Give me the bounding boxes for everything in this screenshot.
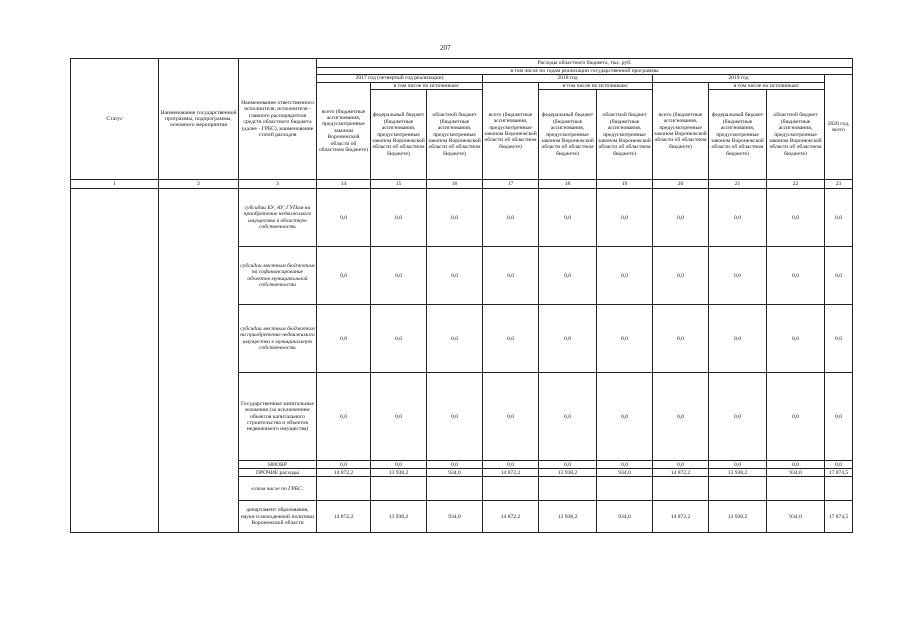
- value-cell: 0,0: [653, 373, 709, 461]
- value-cell: 0,0: [825, 247, 853, 305]
- program-cell: [159, 189, 239, 533]
- value-cell: 0,0: [767, 373, 825, 461]
- value-cell: 0,0: [767, 189, 825, 247]
- column-number: 19: [597, 180, 653, 189]
- value-cell: 0,0: [483, 247, 539, 305]
- value-cell: 0,0: [709, 247, 767, 305]
- column-number: 21: [709, 180, 767, 189]
- value-cell: 934,0: [427, 469, 483, 477]
- header-2017-sources: в том числе по источникам:: [371, 82, 483, 89]
- value-cell: 14 872,2: [483, 501, 539, 533]
- value-cell: 0,0: [597, 305, 653, 373]
- value-cell: 14 872,2: [317, 469, 371, 477]
- value-cell: 0,0: [825, 305, 853, 373]
- value-cell: [653, 477, 709, 501]
- column-number: 22: [767, 180, 825, 189]
- value-cell: 0,0: [597, 461, 653, 469]
- value-cell: [539, 477, 597, 501]
- header-2019-total: всего (бюджетные ассигнования, предусмотренные законом Воронежской области об областном бюджете): [653, 82, 709, 179]
- row-label: в том числе по ГРБС:: [239, 477, 317, 501]
- row-label: ПРОЧИЕ расходы: [239, 469, 317, 477]
- column-number-row: [71, 180, 853, 189]
- column-number: 20: [653, 180, 709, 189]
- value-cell: 17 874,5: [825, 501, 853, 533]
- column-number: 1: [71, 180, 159, 189]
- header-2019-sources: в том числе по источникам:: [709, 82, 825, 89]
- value-cell: 13 938,2: [709, 469, 767, 477]
- value-cell: [317, 477, 371, 501]
- value-cell: 0,0: [653, 189, 709, 247]
- value-cell: 13 938,2: [539, 469, 597, 477]
- row-label: субсидии местным бюджетам на приобретение недвижимого имущества в муниципальную собственность: [239, 305, 317, 373]
- value-cell: 0,0: [825, 461, 853, 469]
- header-2018-sources: в том числе по источникам:: [539, 82, 653, 89]
- value-cell: 0,0: [371, 373, 427, 461]
- header-2017-federal: федеральный бюджет (бюджетные ассигнования, предусмотренные законом Воронежской области об областном бюджете): [371, 90, 427, 180]
- value-cell: 0,0: [539, 461, 597, 469]
- row-label: НИОКР: [239, 461, 317, 469]
- value-cell: 0,0: [317, 305, 371, 373]
- value-cell: 13 938,2: [709, 501, 767, 533]
- value-cell: 0,0: [597, 247, 653, 305]
- value-cell: 0,0: [539, 305, 597, 373]
- header-2019-federal: федеральный бюджет (бюджетные ассигнования, предусмотренные законом Воронежской области об областном бюджете): [709, 90, 767, 180]
- budget-table: [70, 58, 853, 533]
- header-2017-total: всего (бюджетные ассигнования, предусмотренные законом Воронежской области об областном бюджете): [317, 82, 371, 179]
- value-cell: [825, 477, 853, 501]
- header-2017-regional: областной бюджет (бюджетные ассигнования, предусмотренные законом Воронежской области об областном бюджете): [427, 90, 483, 180]
- header-executor: Наименование ответственного исполнителя, исполнителя - главного распорядителя средств областного бюджета (далее - ГРБС), наименование статей расходов: [239, 59, 317, 180]
- header-year-2019: 2019 год: [653, 75, 825, 82]
- row-label: субсидии БУ, АУ, ГУПам на приобретение недвижимого имущества в областную собственность: [239, 189, 317, 247]
- column-number: 3: [239, 180, 317, 189]
- value-cell: 0,0: [427, 373, 483, 461]
- value-cell: 0,0: [427, 305, 483, 373]
- value-cell: 0,0: [317, 189, 371, 247]
- value-cell: 0,0: [767, 461, 825, 469]
- column-number: 14: [317, 180, 371, 189]
- value-cell: 934,0: [597, 469, 653, 477]
- value-cell: 0,0: [709, 305, 767, 373]
- value-cell: 14 872,2: [653, 469, 709, 477]
- value-cell: 0,0: [483, 189, 539, 247]
- value-cell: 0,0: [317, 373, 371, 461]
- value-cell: 934,0: [597, 501, 653, 533]
- value-cell: 0,0: [427, 247, 483, 305]
- value-cell: [767, 477, 825, 501]
- value-cell: 17 874,5: [825, 469, 853, 477]
- column-number: 23: [825, 180, 853, 189]
- value-cell: 0,0: [371, 247, 427, 305]
- value-cell: 13 938,2: [371, 501, 427, 533]
- value-cell: 0,0: [653, 305, 709, 373]
- header-status: Статус: [71, 59, 159, 180]
- value-cell: 0,0: [767, 247, 825, 305]
- value-cell: 0,0: [427, 189, 483, 247]
- column-number: 18: [539, 180, 597, 189]
- value-cell: [709, 477, 767, 501]
- header-expenses: Расходы областного бюджета, тыс. руб.: [317, 59, 853, 68]
- value-cell: 0,0: [483, 373, 539, 461]
- value-cell: 0,0: [653, 461, 709, 469]
- value-cell: 0,0: [709, 461, 767, 469]
- value-cell: [371, 477, 427, 501]
- row-label: субсидии местным бюджетам на софинансирование объектов муниципальной собственности: [239, 247, 317, 305]
- header-2018-regional: областной бюджет (бюджетные ассигнования, предусмотренные законом Воронежской области об областном бюджете): [597, 90, 653, 180]
- value-cell: 0,0: [653, 247, 709, 305]
- row-label: департамент образования, науки и молодежной политики Воронежской области: [239, 501, 317, 533]
- header-2018-federal: федеральный бюджет (бюджетные ассигнования, предусмотренные законом Воронежской области об областном бюджете): [539, 90, 597, 180]
- column-number: 16: [427, 180, 483, 189]
- header-2018-total: всего (бюджетные ассигнования, предусмотренные законом Воронежской области об областном бюджете): [483, 82, 539, 179]
- value-cell: 934,0: [767, 501, 825, 533]
- table-row: [71, 189, 853, 247]
- header-2019-regional: областной бюджет (бюджетные ассигнования, предусмотренные законом Воронежской области об областном бюджете): [767, 90, 825, 180]
- value-cell: 0,0: [539, 373, 597, 461]
- value-cell: 0,0: [371, 189, 427, 247]
- value-cell: [483, 477, 539, 501]
- value-cell: 0,0: [317, 461, 371, 469]
- value-cell: 0,0: [709, 373, 767, 461]
- value-cell: [427, 477, 483, 501]
- value-cell: [597, 477, 653, 501]
- value-cell: 13 938,2: [539, 501, 597, 533]
- value-cell: 0,0: [825, 373, 853, 461]
- value-cell: 0,0: [483, 305, 539, 373]
- value-cell: 0,0: [767, 305, 825, 373]
- value-cell: 14 872,2: [317, 501, 371, 533]
- header-program-name: Наименование государственной программы, подпрограммы, основного мероприятия: [159, 59, 239, 180]
- page-number: 207: [440, 44, 451, 52]
- value-cell: 934,0: [767, 469, 825, 477]
- value-cell: 0,0: [709, 189, 767, 247]
- value-cell: 14 872,2: [653, 501, 709, 533]
- value-cell: 0,0: [371, 461, 427, 469]
- value-cell: 0,0: [317, 247, 371, 305]
- value-cell: 0,0: [427, 461, 483, 469]
- column-number: 2: [159, 180, 239, 189]
- value-cell: 0,0: [371, 305, 427, 373]
- value-cell: 0,0: [539, 189, 597, 247]
- column-number: 17: [483, 180, 539, 189]
- header-year-2018: 2018 год: [483, 75, 653, 82]
- value-cell: 0,0: [597, 189, 653, 247]
- row-label: Государственные капитальные вложения (за исключением объектов капитального строительства и объектов недвижимого имущества): [239, 373, 317, 461]
- value-cell: 0,0: [825, 189, 853, 247]
- value-cell: 14 872,2: [483, 469, 539, 477]
- value-cell: 934,0: [427, 501, 483, 533]
- value-cell: 0,0: [539, 247, 597, 305]
- value-cell: 0,0: [597, 373, 653, 461]
- value-cell: 0,0: [483, 461, 539, 469]
- header-year-2017: 2017 год (четвертый год реализации): [317, 75, 483, 82]
- value-cell: 13 938,2: [371, 469, 427, 477]
- header-by-years: в том числе по годам реализации государственной программы: [317, 68, 853, 75]
- column-number: 15: [371, 180, 427, 189]
- header-year-2020: 2020 год, всего: [825, 75, 853, 180]
- status-cell: [71, 189, 159, 533]
